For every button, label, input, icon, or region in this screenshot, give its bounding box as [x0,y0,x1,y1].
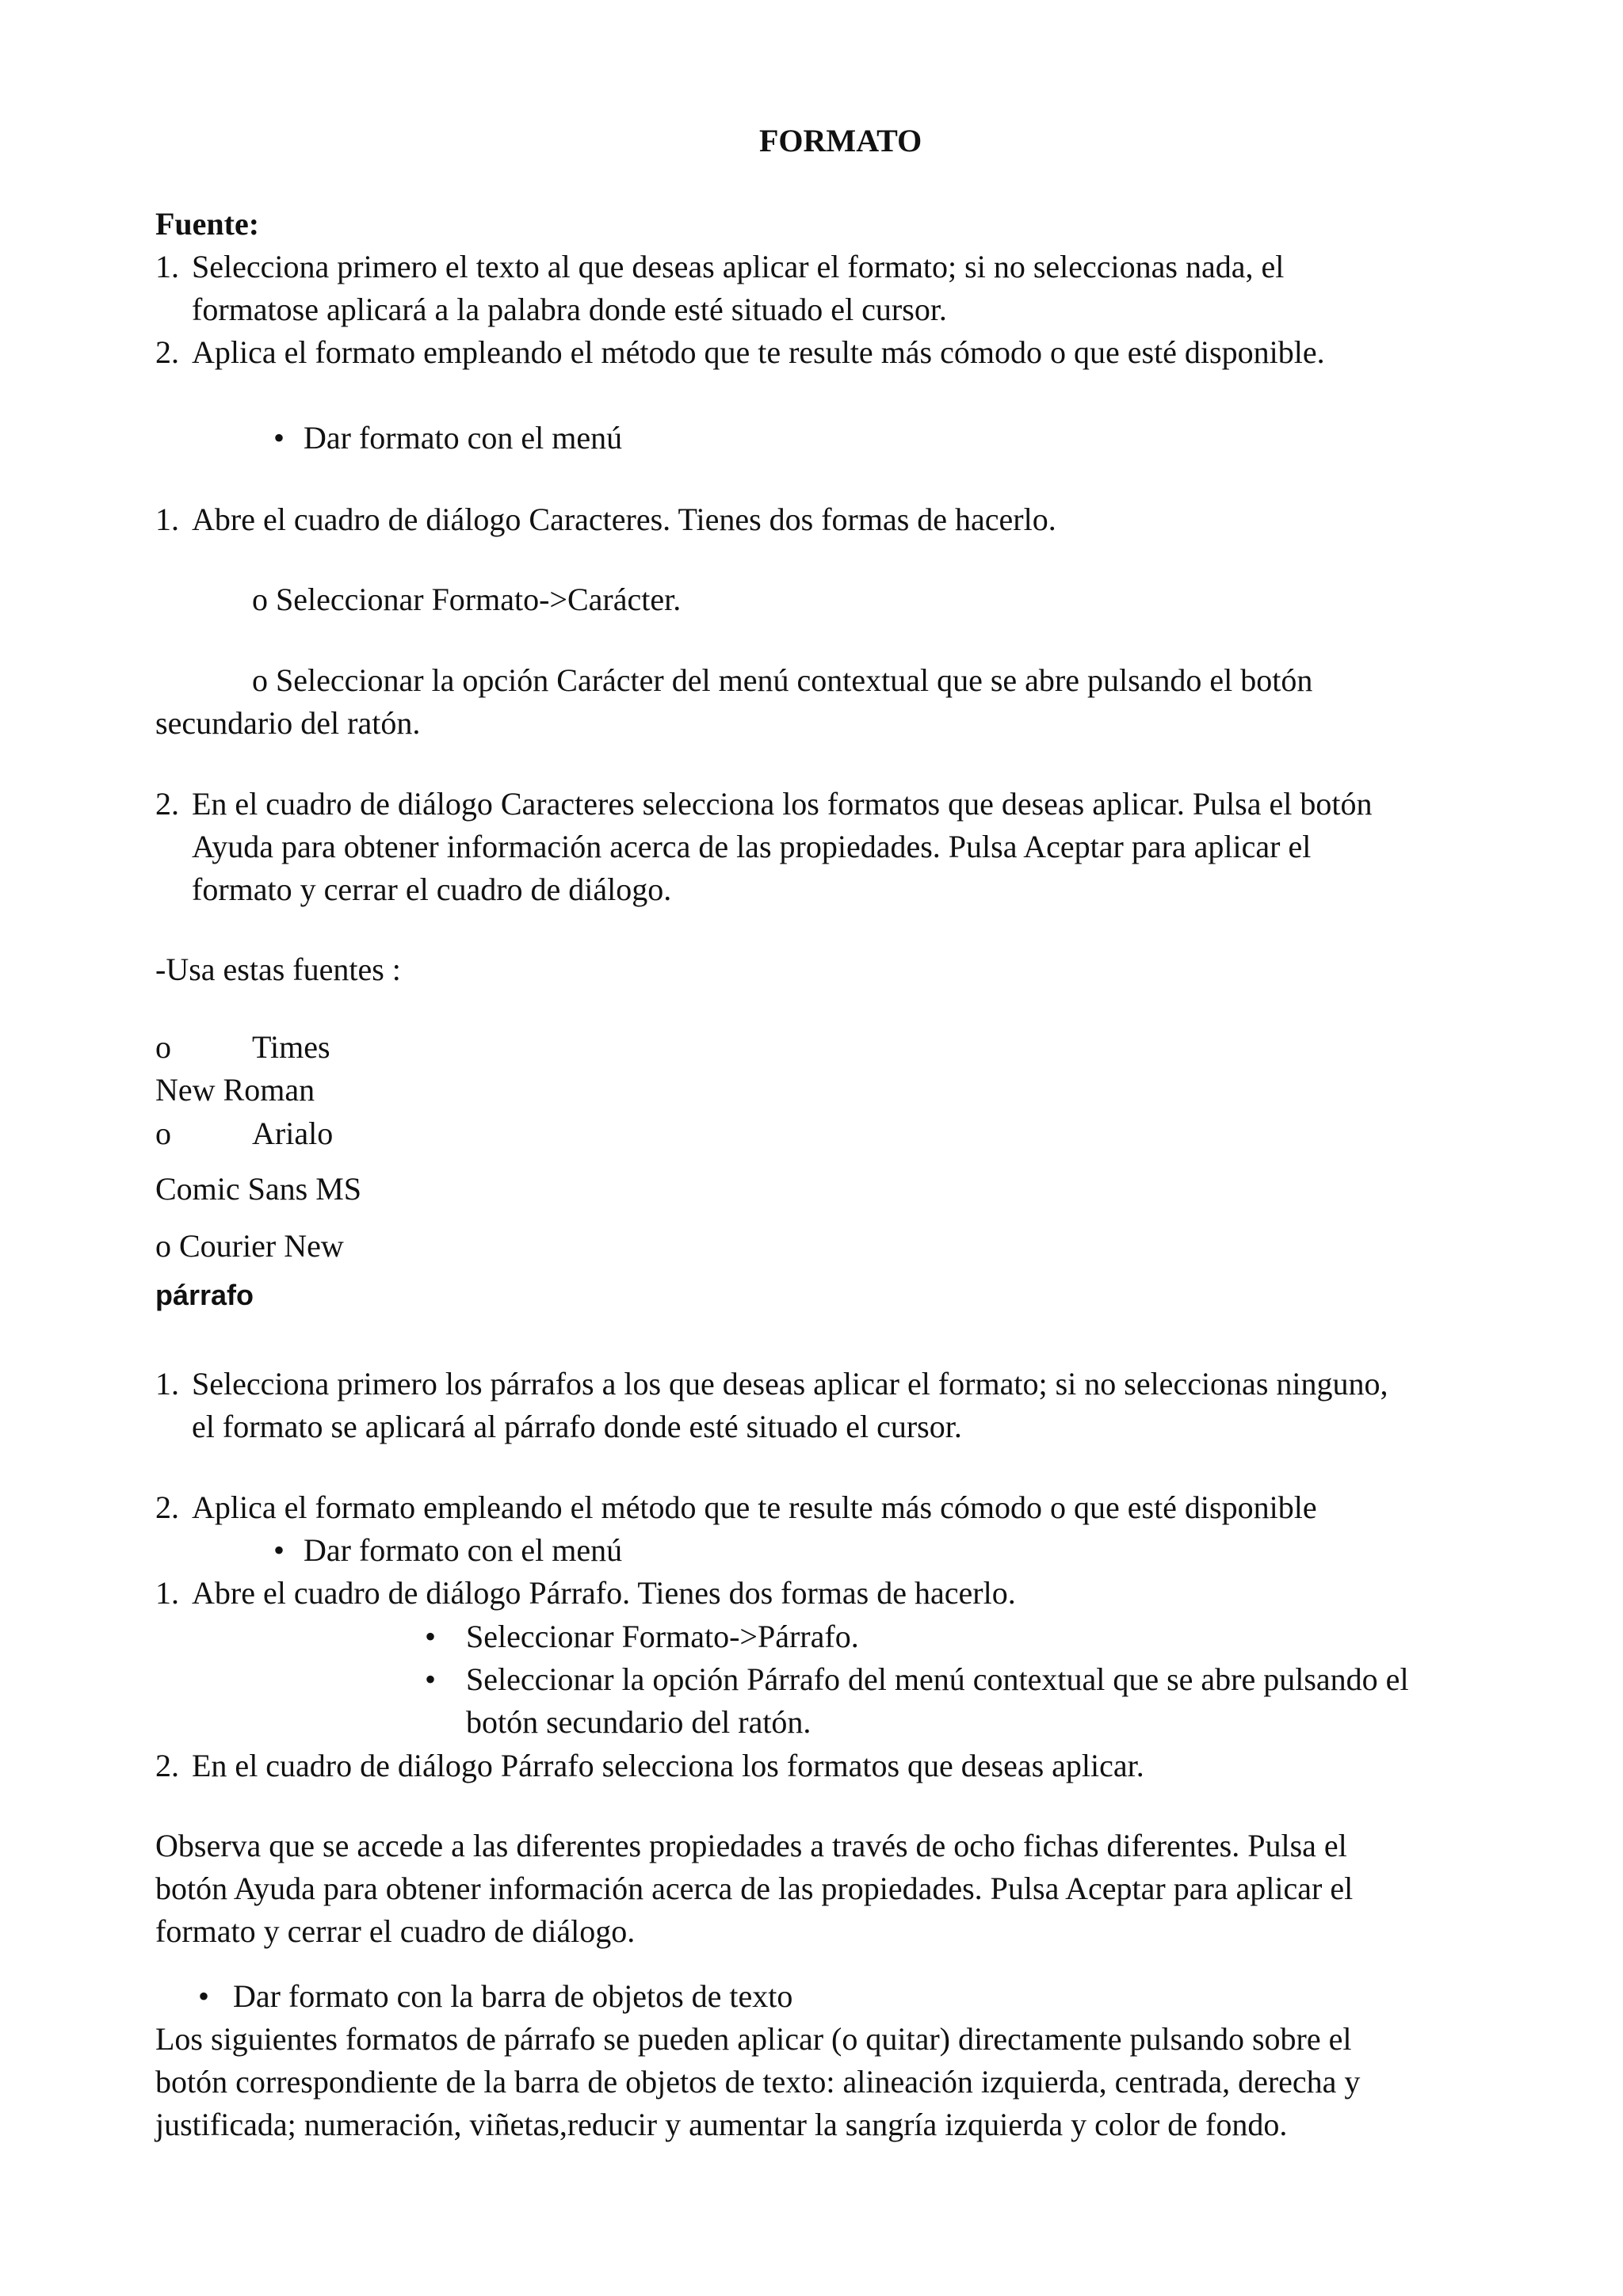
page-title: FORMATO [759,123,922,158]
step-number: 2. [155,1489,179,1525]
parrafo-step1-line1 [155,1368,1388,1400]
step-number: 1. [155,502,179,537]
bullet-text: Dar formato con la barra de objetos de texto [233,1978,793,2014]
parrafo-sub-bullet-1 [425,1621,859,1653]
fuente-menu-step2-line2: Ayuda para obtener información acerca de las propiedades. Pulsa Aceptar para aplicar el [192,829,1312,864]
fuente-menu-step2-line3: formato y cerrar el cuadro de diálogo. [192,871,672,907]
bullet-icon: • [425,1619,437,1654]
fuente-option-b-line2: secundario del ratón. [155,705,421,741]
usa-fuentes-label: -Usa estas fuentes : [155,952,401,987]
step-number: 2. [155,786,179,822]
bullet-icon: • [273,1532,285,1568]
font-item-2: Arialo [252,1116,334,1151]
bullet-icon: • [425,1661,437,1697]
observa-line2: botón Ayuda para obtener información acerca de las propiedades. Pulsa Aceptar para aplicar el [155,1871,1354,1906]
fuente-option-a: o Seleccionar Formato->Carácter. [252,582,682,617]
step-text: Selecciona primero el texto al que deseas aplicar el formato; si no seleccionas nada, el [192,249,1285,284]
fuente-bullet-menu [273,422,622,454]
bullet-text: Dar formato con el menú [304,420,623,456]
step-number: 2. [155,334,179,370]
step-text: Aplica el formato empleando el método que te resulte más cómodo o que esté disponible [192,1489,1317,1525]
parrafo-heading: párrafo [155,1279,254,1311]
step-number: 1. [155,249,179,284]
final-line3: justificada; numeración, viñetas,reducir y aumentar la sangría izquierda y color de fondo. [155,2107,1288,2142]
parrafo-menu-step2 [155,1750,1144,1782]
observa-line1: Observa que se accede a las diferentes propiedades a través de ocho fichas diferentes. Pulsa el [155,1828,1347,1863]
final-line1: Los siguientes formatos de párrafo se pueden aplicar (o quitar) directamente pulsando sobre el [155,2021,1352,2057]
fuente-step2 [155,334,1325,370]
font-item-1-line1: Times [252,1029,330,1065]
parrafo-bullet-menu [273,1532,623,1568]
step-text: En el cuadro de diálogo Párrafo selecciona los formatos que deseas aplicar. [192,1748,1144,1783]
parrafo-step2 [155,1489,1317,1525]
fuente-menu-step2-line1 [155,788,1372,820]
step-text: En el cuadro de diálogo Caracteres selecciona los formatos que deseas aplicar. Pulsa el botón [192,786,1373,822]
observa-line3: formato y cerrar el cuadro de diálogo. [155,1913,636,1949]
bullet-icon: • [273,420,285,456]
fuente-step1-line2: formatose aplicará a la palabra donde esté situado el cursor. [192,292,947,327]
font-item-1-marker: o [155,1029,171,1065]
font-item-3: Comic Sans MS [155,1171,362,1207]
fuente-step1-line1 [155,251,1284,283]
font-item-2-marker: o [155,1116,171,1151]
font-item-1-line2: New Roman [155,1072,315,1108]
bullet-icon: • [198,1978,210,2014]
fuente-heading: Fuente: [155,206,260,242]
fuente-menu-step1 [155,504,1056,536]
step-text: Abre el cuadro de diálogo Párrafo. Tienes dos formas de hacerlo. [192,1575,1016,1611]
parrafo-sub-bullet-2-line1 [425,1661,1409,1697]
parrafo-sub-bullet-2-line2: botón secundario del ratón. [466,1704,812,1740]
step-text: Abre el cuadro de diálogo Caracteres. Tienes dos formas de hacerlo. [192,502,1056,537]
final-line2: botón correspondiente de la barra de objetos de texto: alineación izquierda, centrada, derecha y [155,2064,1361,2100]
bullet-text: Dar formato con el menú [304,1532,623,1568]
bullet-text: Seleccionar la opción Párrafo del menú contextual que se abre pulsando el [466,1661,1409,1697]
step-text: Aplica el formato empleando el método que te resulte más cómodo o que esté disponible. [192,334,1325,370]
bullet-text: Seleccionar Formato->Párrafo. [466,1619,859,1654]
font-item-4: o Courier New [155,1228,344,1264]
fuente-option-b-line1: o Seleccionar la opción Carácter del menú contextual que se abre pulsando el botón [252,662,1313,698]
step-number: 1. [155,1575,179,1611]
step-text: Selecciona primero los párrafos a los que deseas aplicar el formato; si no seleccionas ninguno, [192,1366,1388,1402]
step-number: 1. [155,1366,179,1402]
parrafo-step1-line2: el formato se aplicará al párrafo donde esté situado el cursor. [192,1409,962,1444]
parrafo-menu-step1 [155,1577,1016,1609]
parrafo-bullet-barra [198,1978,793,2014]
step-number: 2. [155,1748,179,1783]
